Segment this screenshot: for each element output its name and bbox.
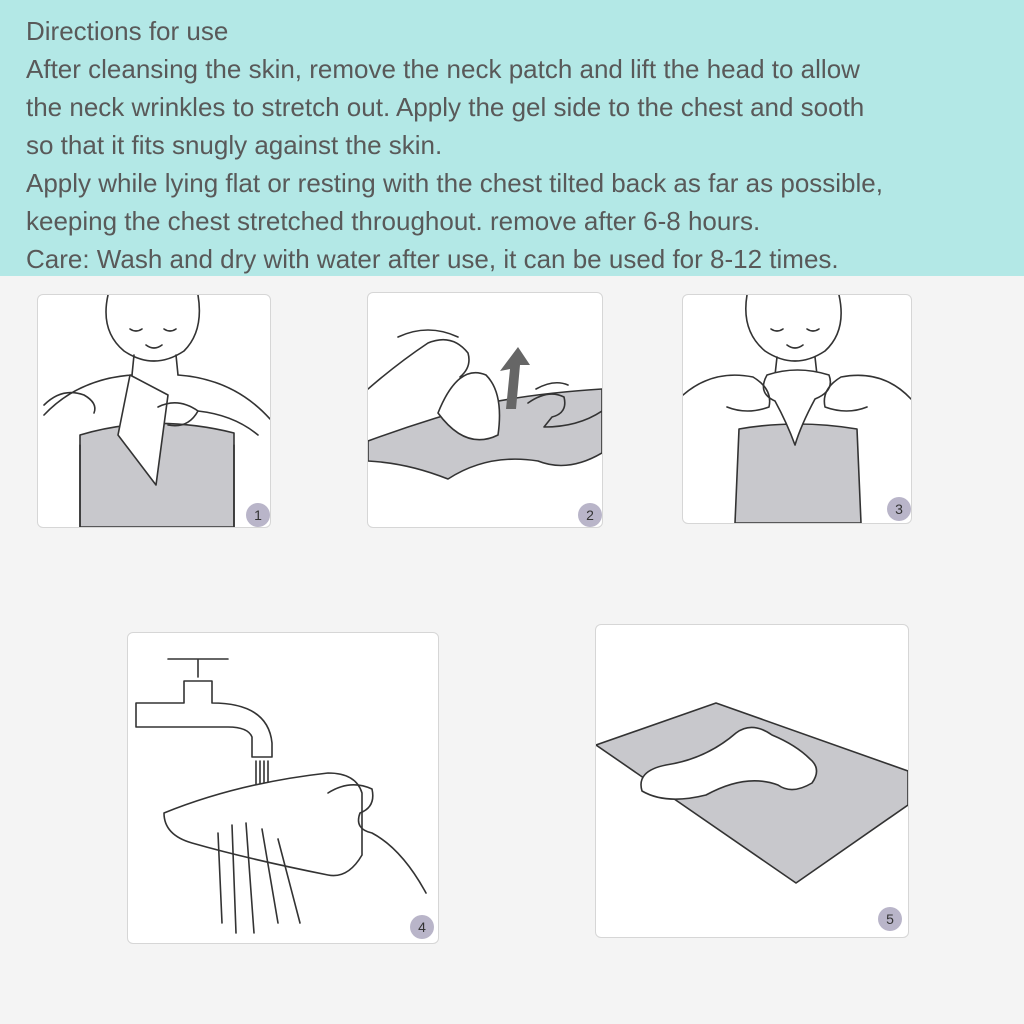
step-1-panel [37,294,271,528]
step-2-badge: 2 [578,503,602,527]
patch-on-backing-illustration-icon [596,625,908,937]
step-1-badge: 1 [246,503,270,527]
step-5-panel [595,624,909,938]
directions-line-3: so that it fits snugly against the skin. [26,130,443,160]
step-3-badge: 3 [887,497,911,521]
directions-line-1: After cleansing the skin, remove the neck patch and lift the head to allow [26,54,860,84]
directions-line-5: keeping the chest stretched throughout. remove after 6-8 hours. [26,206,761,236]
step-5-badge: 5 [878,907,902,931]
care-line: Care: Wash and dry with water after use, it can be used for 8-12 times. [26,244,839,274]
step-3-panel [682,294,912,524]
step-4-panel [127,632,439,944]
directions-banner [0,0,1024,276]
apply-patch-illustration-icon [683,295,911,523]
peel-patch-illustration-icon [368,293,602,527]
directions-line-4: Apply while lying flat or resting with the chest tilted back as far as possible, [26,168,883,198]
step-4-badge: 4 [410,915,434,939]
step-2-panel [367,292,603,528]
cleansing-illustration-icon [38,295,270,527]
directions-line-2: the neck wrinkles to stretch out. Apply the gel side to the chest and sooth [26,92,865,122]
directions-heading: Directions for use [26,16,229,46]
wash-patch-illustration-icon [128,633,438,943]
